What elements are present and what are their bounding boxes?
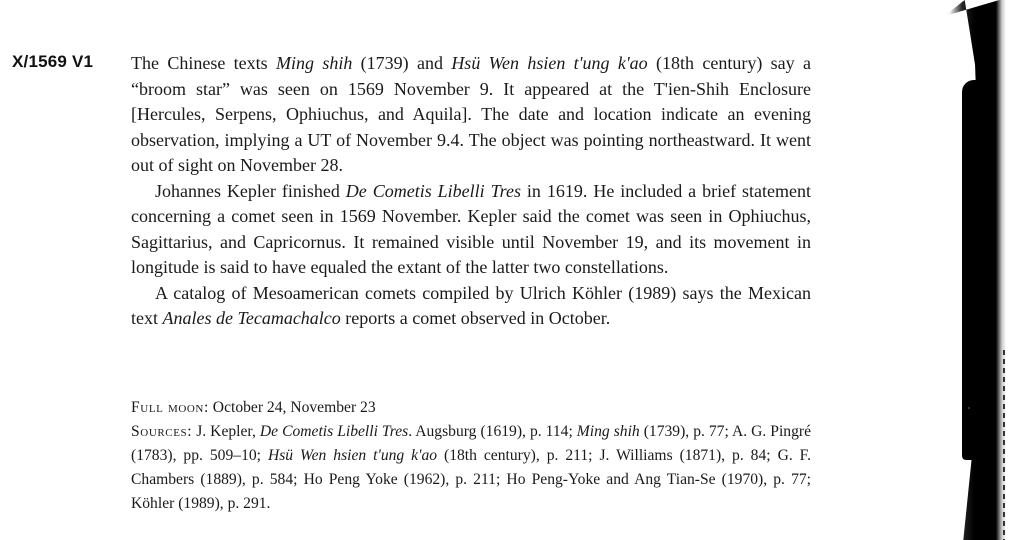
text-run: (1739) and: [352, 53, 452, 73]
sources-note: [131, 420, 811, 516]
text-run: (1739), p. 77; A. G. Pingré (1783), pp. 509–10;: [131, 423, 811, 464]
paragraph-chinese-texts: [131, 51, 811, 179]
text-run: Johannes Kepler finished: [155, 180, 346, 201]
text-run: J. Kepler,: [192, 423, 260, 440]
scan-edge-line: [1003, 350, 1005, 540]
scan-speck: [968, 407, 970, 409]
italic-title: Hsü Wen hsien t'ung k'ao: [267, 447, 438, 464]
full-moon-value: October 24, November 23: [208, 399, 376, 416]
text-run: in 1619. He included a brief statement concerning a comet seen in 1569 November. Kepler said the comet was seen in Ophiuchus, Sagittarius, and Capricornus. It remained visible until November 19, and its movement in longitude is said to have equaled the extant of the latter two constellations.: [131, 180, 812, 277]
text-run: . Augsburg (1619), p. 114;: [408, 423, 577, 440]
sources-label: Sources:: [131, 423, 193, 440]
italic-title: Anales de Tecamachalco: [162, 308, 341, 328]
text-run: A catalog of Mesoamerican comets compiled by Ulrich Köhler (1989) says the Mexican text: [131, 282, 811, 328]
italic-title: Ming shih: [275, 53, 353, 73]
italic-title: Hsü Wen hsien t'ung k'ao: [451, 53, 648, 73]
text-run: reports a comet observed in October.: [340, 308, 611, 328]
text-run: (18th century), p. 211; J. Williams (1871), p. 84; G. F. Chambers (1889), p. 584; Ho Peng Yoke (1962), p. 211; Ho Peng-Yoke and Ang Tian-Se (1970), p. 77; Köhler (1989), p. 291.: [131, 447, 812, 512]
italic-title: De Cometis Libelli Tres: [259, 423, 409, 440]
italic-title: De Cometis Libelli Tres: [345, 180, 521, 201]
full-moon-label: Full moon:: [131, 399, 209, 416]
italic-title: Ming shih: [576, 423, 640, 440]
text-run: (18th century) say a “broom star” was seen on 1569 November 9. It appeared at the T'ien-Shih Enclosure [Hercules, Serpens, Ophiuchus, and Aquila]. The date and location indicate an evening observation, implying a UT of November 9.4. The object was pointing northeastward. It went out of sight on November 28.: [131, 53, 811, 175]
text-run: The Chinese texts: [131, 53, 276, 73]
full-moon-note: [131, 396, 811, 420]
entry-id: X/1569 V1: [12, 52, 94, 71]
scan-binding-core: [962, 80, 992, 460]
entry-body: [131, 51, 811, 332]
sources-text: [131, 423, 811, 512]
entry-notes: [131, 396, 811, 516]
paragraph-kepler: [131, 179, 811, 281]
paragraph-mesoamerican: [131, 281, 811, 332]
